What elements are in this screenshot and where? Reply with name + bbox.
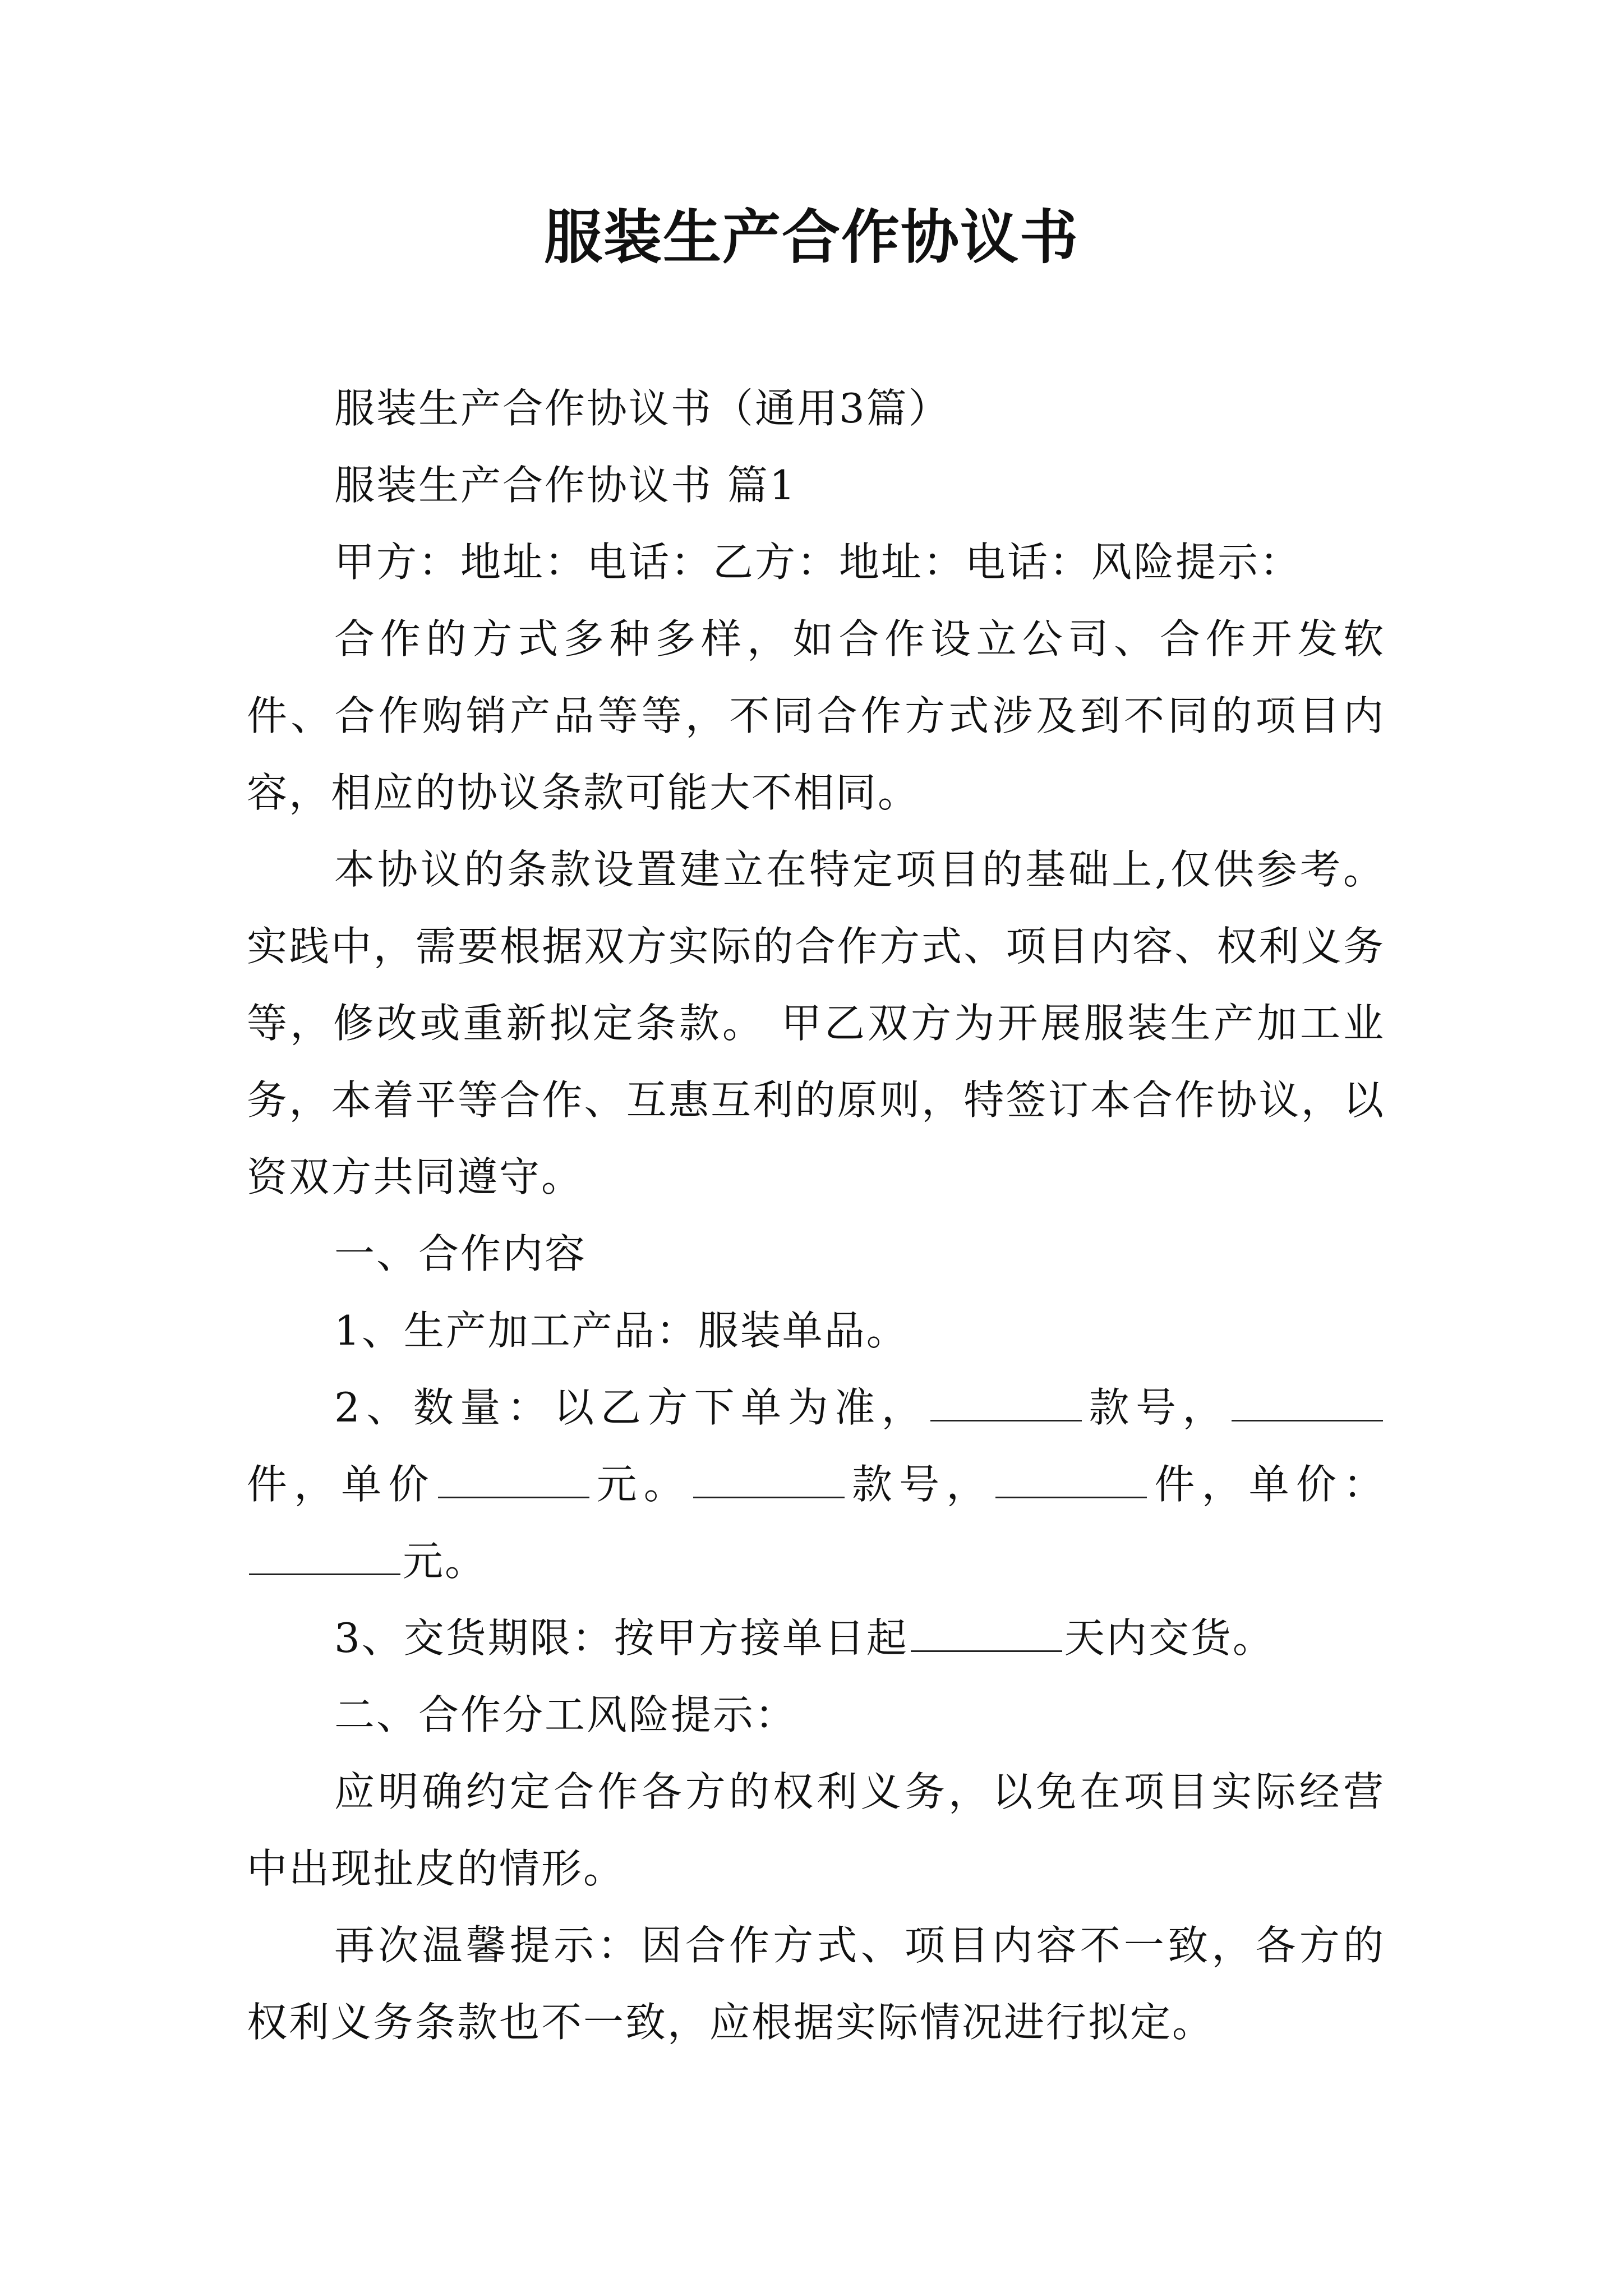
quantity-yuan-text: 元。 [591, 1461, 691, 1508]
rights-obligations-paragraph: 应明确约定合作各方的权利义务，以免在项目实际经营中出现扯皮的情形。 [247, 1768, 1385, 1892]
quantity-clause [247, 1369, 1385, 1600]
delivery-tail-text: 天内交货。 [1064, 1614, 1275, 1662]
product-clause: 1、生产加工产品：服装单品。 [334, 1307, 909, 1354]
quantity-pieces-text: 件，单价 [247, 1461, 436, 1508]
quantity-lead-text: 2、数量：以乙方下单为准， [334, 1384, 929, 1431]
parties-paragraph: 甲方：地址：电话：乙方：地址：电话：风险提示： [334, 539, 1302, 586]
quantity-style-text-2: 款号， [846, 1461, 994, 1508]
unit-price-blank [438, 1461, 589, 1498]
document-body [247, 370, 1385, 2061]
delivery-clause [247, 1600, 1385, 1677]
division-of-work-heading: 二、合作分工风险提示： [334, 1691, 797, 1738]
agreement-basis-paragraph: 本协议的条款设置建立在特定项目的基础上,仅供参考。实践中，需要根据双方实际的合作方式、项目内容、权利义务等，修改或重新拟定条款。 甲乙双方为开展服装生产加工业务，本着平等合作、互惠互利的原则，特签订本合作协议，以资双方共同遵守。 [247, 846, 1385, 1200]
quantity-style-text: 款号， [1084, 1384, 1229, 1431]
cooperation-content-heading: 一、合作内容 [334, 1230, 587, 1277]
reminder-paragraph: 再次温馨提示：因合作方式、项目内容不一致，各方的权利义务条款也不一致，应根据实际情况进行拟定。 [247, 1922, 1385, 2046]
risk-note-paragraph: 合作的方式多种多样，如合作设立公司、合作开发软件、合作购销产品等等，不同合作方式涉及到不同的项目内容，相应的协议条款可能大不相同。 [247, 615, 1385, 816]
subtitle-paragraph: 服装生产合作协议书（通用3篇） [334, 385, 951, 432]
delivery-days-blank [911, 1614, 1062, 1652]
delivery-lead-text: 3、交货期限：按甲方接单日起 [334, 1614, 909, 1662]
document-title: 服装生产合作协议书 [543, 203, 1079, 272]
pieces-blank [1232, 1384, 1383, 1421]
style-number-blank [930, 1384, 1082, 1421]
quantity-yuan-text-2: 元。 [403, 1538, 487, 1585]
section-heading-part-1: 服装生产合作协议书 篇1 [334, 462, 797, 509]
pieces-blank-2 [995, 1461, 1147, 1498]
unit-price-blank-2 [249, 1538, 400, 1575]
quantity-pieces-text-2: 件，单价： [1149, 1461, 1385, 1508]
style-number-blank-2 [693, 1461, 845, 1498]
